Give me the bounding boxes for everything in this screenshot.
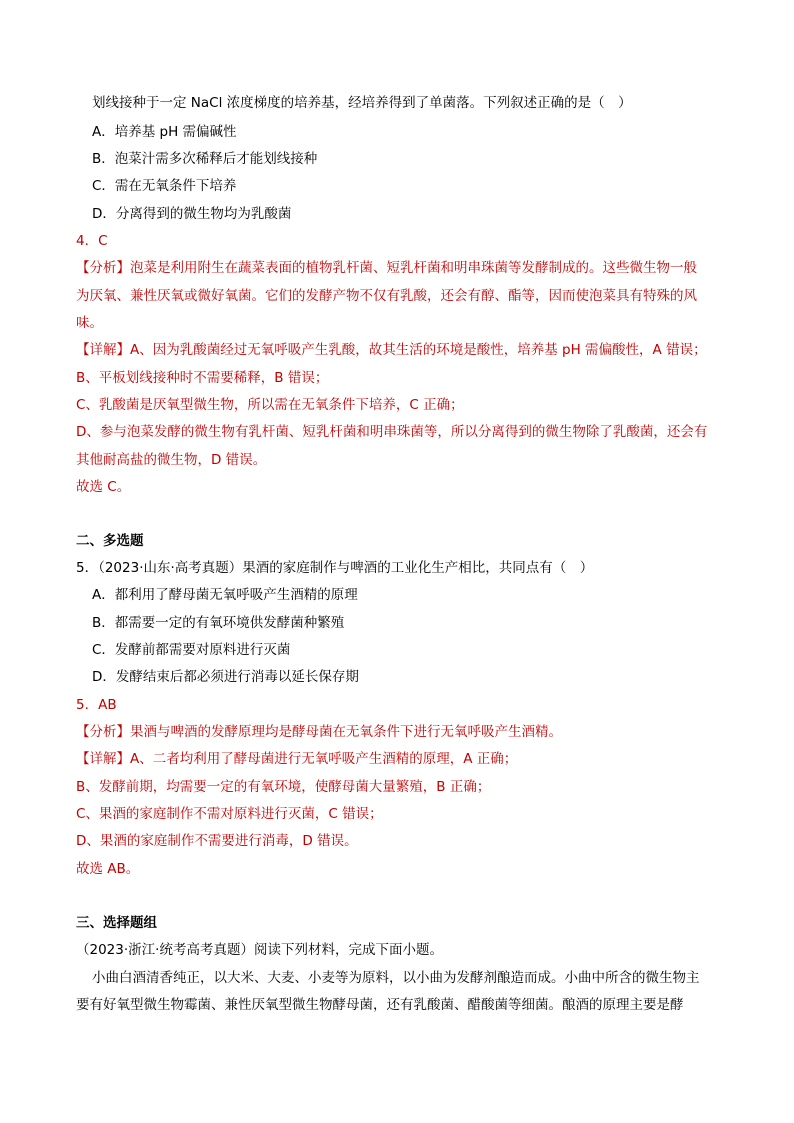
question-5-conclusion: 故选 AB。 — [76, 861, 140, 877]
analysis-tag: 【分析】 — [76, 724, 130, 740]
question-4-option-c: C．需在无氧条件下培养 — [92, 178, 237, 194]
question-5-answer: 5．AB — [76, 697, 117, 713]
question-4-analysis — [76, 258, 697, 278]
question-4-detail-line5: 其他耐高盐的微生物，D 错误。 — [76, 452, 267, 468]
question-5-detail — [76, 749, 517, 769]
question-5-detail-line3: C、果酒的家庭制作不需对原料进行灭菌，C 错误； — [76, 806, 383, 822]
analysis-text: 泡菜是利用附生在蔬菜表面的植物乳杆菌、短乳杆菌和明串珠菌等发酵制成的。这些微生物一般 — [130, 260, 697, 276]
question-4-option-b: B．泡菜汁需多次稀释后才能划线接种 — [92, 151, 318, 167]
question-4-option-a: A．培养基 pH 需偏碱性 — [92, 124, 237, 140]
question-5-stem: 5．（2023·山东·高考真题）果酒的家庭制作与啤酒的工业化生产相比，共同点有（ ） — [76, 560, 594, 576]
section-3-material-line2: 要有好氧型微生物霉菌、兼性厌氧型微生物酵母菌，还有乳酸菌、醋酸菌等细菌。酿酒的原理主要是酵 — [76, 997, 684, 1013]
question-4-detail-line4: D、参与泡菜发酵的微生物有乳杆菌、短乳杆菌和明串珠菌等，所以分离得到的微生物除了乳酸菌，还会有 — [76, 424, 708, 440]
question-4-answer: 4．C — [76, 233, 108, 249]
question-4-detail — [76, 340, 707, 360]
question-5-option-d: D．发酵结束后都必须进行消毒以延长保存期 — [92, 669, 359, 685]
detail-tag: 【详解】 — [76, 342, 130, 358]
detail-text: A、因为乳酸菌经过无氧呼吸产生乳酸，故其生活的环境是酸性，培养基 pH 需偏酸性，A 错误； — [130, 342, 707, 358]
detail-tag: 【详解】 — [76, 751, 130, 767]
section-2-heading: 二、多选题 — [76, 533, 144, 549]
section-3-material-line1: 小曲白酒清香纯正，以大米、大麦、小麦等为原料，以小曲为发酵剂酿造而成。小曲中所含的微生物主 — [92, 970, 700, 986]
question-4-analysis-line3: 味。 — [76, 315, 103, 331]
question-5-option-b: B．都需要一定的有氧环境供发酵菌种繁殖 — [92, 615, 345, 631]
analysis-text: 果酒与啤酒的发酵原理均是酵母菌在无氧条件下进行无氧呼吸产生酒精。 — [130, 724, 562, 740]
question-4-detail-line3: C、乳酸菌是厌氧型微生物，所以需在无氧条件下培养，C 正确； — [76, 397, 464, 413]
question-4-conclusion: 故选 C。 — [76, 479, 131, 495]
question-4-option-d: D．分离得到的微生物均为乳酸菌 — [92, 206, 292, 222]
question-5-option-c: C．发酵前都需要对原料进行灭菌 — [92, 642, 291, 658]
question-4-analysis-line2: 为厌氧、兼性厌氧或微好氧菌。它们的发酵产物不仅有乳酸，还会有醇、酯等，因而使泡菜具有特殊的风 — [76, 288, 697, 304]
question-5-option-a: A．都利用了酵母菌无氧呼吸产生酒精的原理 — [92, 587, 358, 603]
question-4-detail-line2: B、平板划线接种时不需要稀释，B 错误； — [76, 370, 329, 386]
section-3-intro: （2023·浙江·统考高考真题）阅读下列材料，完成下面小题。 — [76, 942, 443, 958]
question-5-analysis — [76, 722, 562, 742]
detail-text: A、二者均利用了酵母菌进行无氧呼吸产生酒精的原理，A 正确； — [130, 751, 518, 767]
section-3-heading: 三、选择题组 — [76, 915, 157, 931]
question-5-detail-line4: D、果酒的家庭制作不需要进行消毒，D 错误。 — [76, 833, 358, 849]
question-4-stem: 划线接种于一定 NaCl 浓度梯度的培养基，经培养得到了单菌落。下列叙述正确的是（ ） — [92, 95, 632, 111]
analysis-tag: 【分析】 — [76, 260, 130, 276]
question-5-detail-line2: B、发酵前期，均需要一定的有氧环境，使酵母菌大量繁殖，B 正确； — [76, 779, 491, 795]
